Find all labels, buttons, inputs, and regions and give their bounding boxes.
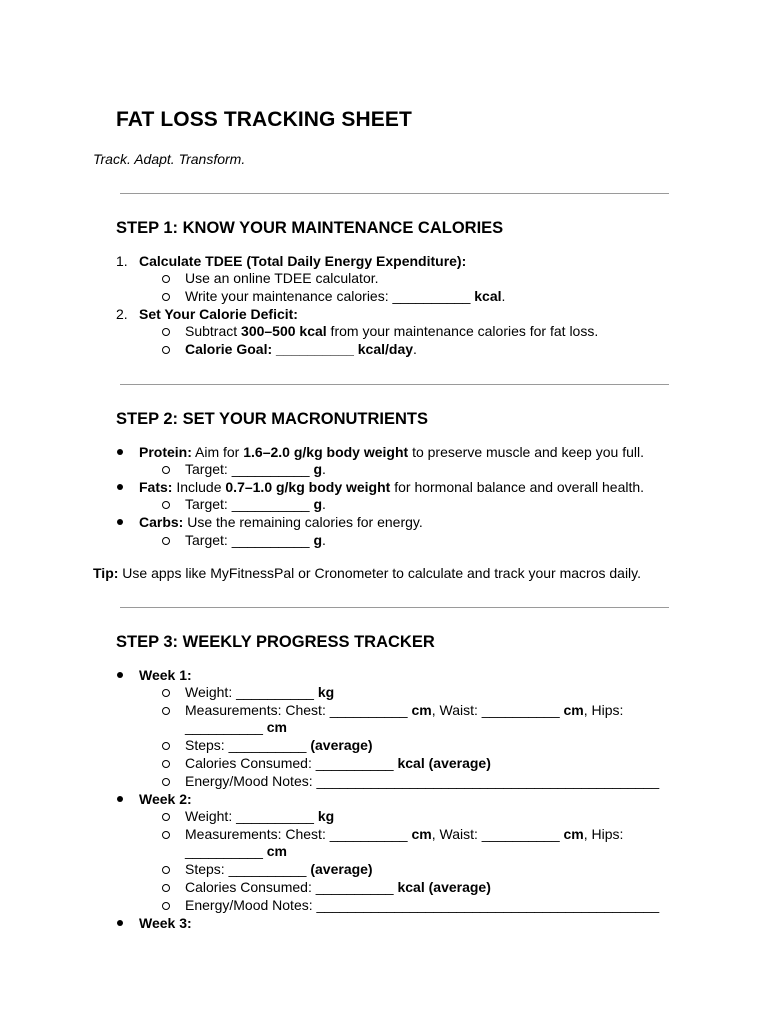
step2-heading: STEP 2: SET YOUR MACRONUTRIENTS <box>116 410 429 428</box>
circle-bullet-icon <box>162 813 170 821</box>
step1-item2-sub2: Calorie Goal: __________ kcal/day. <box>185 341 417 357</box>
week2-measurements: Measurements: Chest: __________ cm, Waist: __________ cm, Hips: <box>185 826 624 842</box>
step1-item1-label: Calculate TDEE (Total Daily Energy Expenditure): <box>139 253 467 269</box>
step3-heading: STEP 3: WEEKLY PROGRESS TRACKER <box>116 633 435 651</box>
fats-line: Fats: Include 0.7–1.0 g/kg body weight for hormonal balance and overall health. <box>139 479 645 495</box>
step1-item2-sub1: Subtract 300–500 kcal from your maintenance calories for fat loss. <box>185 323 599 339</box>
bullet-icon <box>117 519 123 525</box>
circle-bullet-icon <box>162 293 170 301</box>
tip-line: Tip: Use apps like MyFitnessPal or Cronometer to calculate and track your macros daily. <box>93 565 642 581</box>
circle-bullet-icon <box>162 742 170 750</box>
circle-bullet-icon <box>162 707 170 715</box>
bullet-icon <box>117 484 123 490</box>
week1-steps: Steps: __________ (average) <box>185 737 373 753</box>
bullet-icon <box>117 920 123 926</box>
week2-label: Week 2: <box>139 791 192 807</box>
bullet-icon <box>117 796 123 802</box>
step1-item1-sub1: Use an online TDEE calculator. <box>185 270 379 286</box>
week2-measurements-cont: __________ cm <box>185 843 287 859</box>
carbs-target: Target: __________ g. <box>185 532 326 548</box>
week1-measurements-cont: __________ cm <box>185 719 287 735</box>
divider <box>120 607 669 608</box>
list-number: 1. <box>116 253 128 269</box>
circle-bullet-icon <box>162 346 170 354</box>
circle-bullet-icon <box>162 902 170 910</box>
circle-bullet-icon <box>162 884 170 892</box>
circle-bullet-icon <box>162 501 170 509</box>
circle-bullet-icon <box>162 778 170 786</box>
circle-bullet-icon <box>162 866 170 874</box>
week1-label: Week 1: <box>139 667 192 683</box>
week2-weight: Weight: __________ kg <box>185 808 335 824</box>
carbs-line: Carbs: Use the remaining calories for energy. <box>139 514 423 530</box>
circle-bullet-icon <box>162 466 170 474</box>
circle-bullet-icon <box>162 537 170 545</box>
page-title: FAT LOSS TRACKING SHEET <box>116 108 412 131</box>
list-number: 2. <box>116 306 128 322</box>
circle-bullet-icon <box>162 275 170 283</box>
circle-bullet-icon <box>162 760 170 768</box>
bullet-icon <box>117 672 123 678</box>
circle-bullet-icon <box>162 689 170 697</box>
step1-item1-sub2: Write your maintenance calories: __________ kcal. <box>185 288 506 304</box>
week2-steps: Steps: __________ (average) <box>185 861 373 877</box>
step1-item2-label: Set Your Calorie Deficit: <box>139 306 298 322</box>
step1-heading: STEP 1: KNOW YOUR MAINTENANCE CALORIES <box>116 219 504 237</box>
divider <box>120 384 669 385</box>
protein-line: Protein: Aim for 1.6–2.0 g/kg body weight to preserve muscle and keep you full. <box>139 444 644 460</box>
week3-label: Week 3: <box>139 915 192 931</box>
bullet-icon <box>117 449 123 455</box>
fats-target: Target: __________ g. <box>185 496 326 512</box>
step1-item1 <box>139 253 466 270</box>
week1-notes: Energy/Mood Notes: ____________________________________________ <box>185 773 660 789</box>
week2-notes: Energy/Mood Notes: ____________________________________________ <box>185 897 660 913</box>
week1-weight: Weight: __________ kg <box>185 684 335 700</box>
divider <box>120 193 669 194</box>
circle-bullet-icon <box>162 831 170 839</box>
week1-calories: Calories Consumed: __________ kcal (average) <box>185 755 491 771</box>
protein-target: Target: __________ g. <box>185 461 326 477</box>
circle-bullet-icon <box>162 328 170 336</box>
page-subtitle: Track. Adapt. Transform. <box>93 151 246 167</box>
week1-measurements: Measurements: Chest: __________ cm, Waist: __________ cm, Hips: <box>185 702 624 718</box>
step1-item2 <box>139 306 298 323</box>
week2-calories: Calories Consumed: __________ kcal (average) <box>185 879 491 895</box>
